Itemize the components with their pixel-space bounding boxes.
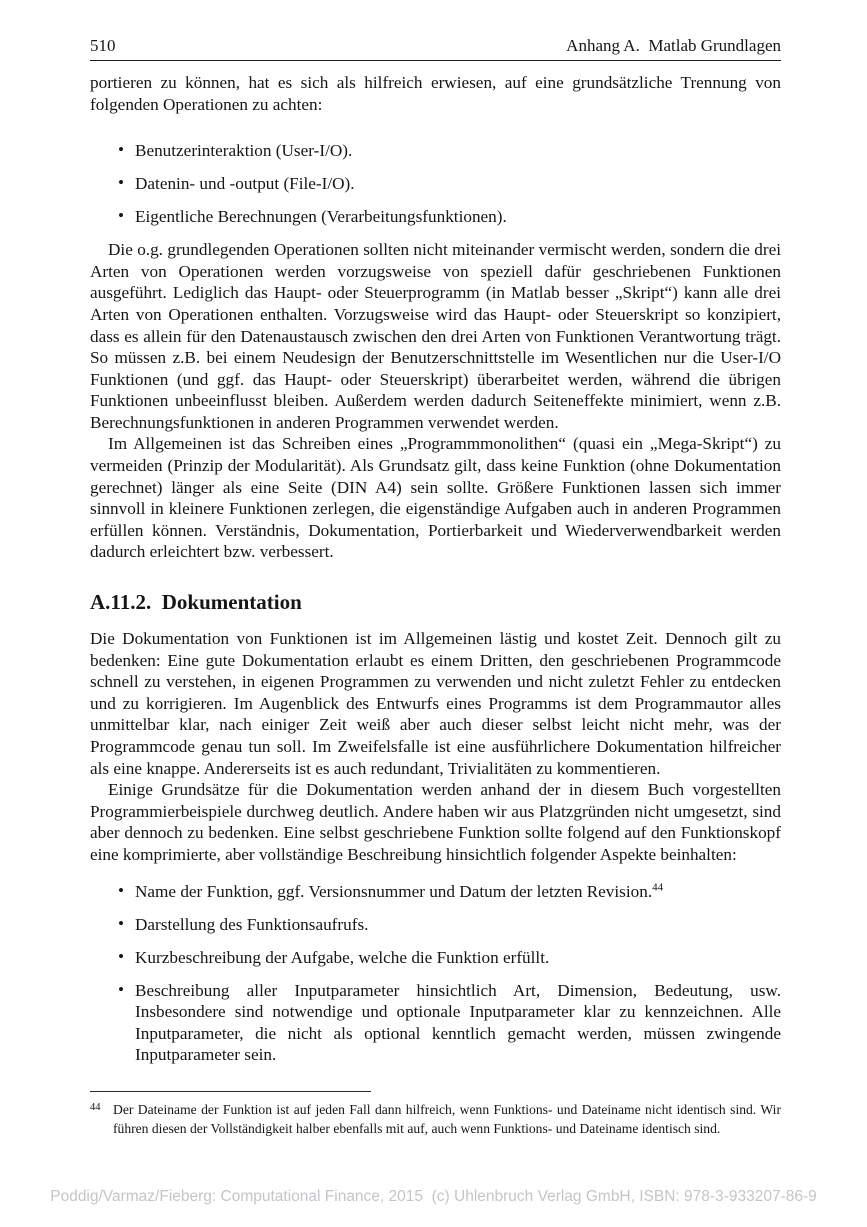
paragraph-documentation-value: Die Dokumentation von Funktionen ist im Allgemeinen lästig und kostet Zeit. Dennoch gilt zu bedenken: Eine gute Dokumentation erlaubt es einem Dritten, den geschriebenen Programmcode schnell zu verstehen, in eigenen Programmen zu verwenden und nicht zuletzt Fehler zu entdecken und zu korrigieren. Im Augenblick des Entwurfs eines Programms ist dem Programmautor alles unmittelbar klar, nach einiger Zeit weiß aber auch dieser selbst leicht nicht mehr, was der Programmcode genau tun soll. Im Zweifelsfalle ist eine ausführlichere Dokumentation hilfreicher als eine knappe. Andererseits ist es auch redundant, Trivialitäten zu kommentieren. bbox=[90, 629, 781, 778]
footnote-rule bbox=[90, 1091, 371, 1092]
list-item-text: Datenin- und -output (File-I/O). bbox=[135, 174, 355, 194]
list-item bbox=[90, 881, 781, 903]
header-rule bbox=[90, 60, 781, 61]
list-item bbox=[90, 914, 781, 936]
list-item-text: Beschreibung aller Inputparameter hinsichtlich Art, Dimension, Bedeutung, usw. Insbesondere sind notwendige und optionale Inputparameter klar zu kennzeichnen. Alle Inputparameter, die nicht als optional kenntlich gemacht werden, müssen zwingende Inputparameter sein. bbox=[135, 980, 781, 1065]
list-item bbox=[90, 173, 781, 195]
footnote-block bbox=[90, 1091, 781, 1138]
page-header bbox=[90, 36, 781, 56]
bullet-icon: • bbox=[118, 140, 125, 160]
footnote-ref: 44 bbox=[652, 880, 664, 893]
copyright-footer: Poddig/Varmaz/Fieberg: Computational Finance, 2015 (c) Uhlenbruch Verlag GmbH, ISBN: 978-3-933207-86-9 bbox=[50, 1188, 817, 1205]
list-item bbox=[90, 980, 781, 1066]
footnote-number: 44 bbox=[90, 1102, 101, 1113]
bullet-icon: • bbox=[118, 913, 125, 933]
page-number: 510 bbox=[90, 36, 116, 55]
section-heading: A.11.2. Dokumentation bbox=[90, 590, 302, 615]
bullet-icon: • bbox=[118, 946, 125, 966]
paragraph-intro: portieren zu können, hat es sich als hilfreich erwiesen, auf eine grundsätzliche Trennung von folgenden Operationen zu achten: bbox=[90, 73, 781, 114]
paragraph-modularity: Im Allgemeinen ist das Schreiben eines „Programmmonolithen“ (quasi ein „Mega-Skript“) zu vermeiden (Prinzip der Modularität). Als Grundsatz gilt, dass keine Funktion (ohne Dokumentation gerechnet) länger als eine Seite (DIN A4) sein sollte. Größere Funktionen lassen sich immer sinnvoll in kleinere Funktionen zerlegen, die eigenständige Aufgaben auch in anderen Programmen erfüllen können. Verständnis, Dokumentation, Portierbarkeit und Wiederverwendbarkeit werden dadurch erleichtert bzw. verbessert. bbox=[90, 434, 781, 562]
paragraph-separation: Die o.g. grundlegenden Operationen sollten nicht miteinander vermischt werden, sondern die drei Arten von Operationen werden vorzugsweise von speziell dafür geschriebenen Funktionen ausgeführt. Lediglich das Haupt- oder Steuerprogramm (in Matlab besser „Skript“) kann alle drei Arten von Operationen enthalten. Vorzugsweise wird das Haupt- oder Steuerskript so konzipiert, dass es allein für den Datenaustausch zwischen den drei Arten von Funktionen Verantwortung trägt. So müssen z.B. bei einem Neudesign der Benutzerschnittstelle im Wesentlichen nur die User-I/O Funktionen (und ggf. das Haupt- oder Steuerskript) überarbeitet werden, während die übrigen Funktionen unbeeinflusst bleiben. Außerdem werden dadurch Seiteneffekte minimiert, wenn z.B. Berechnungsfunktionen in anderen Programmen verwendet werden. bbox=[90, 240, 781, 432]
list-item-text: Benutzerinteraktion (User-I/O). bbox=[135, 141, 353, 161]
bullet-icon: • bbox=[118, 880, 125, 900]
page-body bbox=[90, 72, 781, 1077]
bullet-icon: • bbox=[118, 206, 125, 226]
footnote bbox=[90, 1101, 781, 1138]
bullet-icon: • bbox=[118, 979, 125, 999]
list-item bbox=[90, 206, 781, 228]
list-item bbox=[90, 140, 781, 162]
list-item-text: Kurzbeschreibung der Aufgabe, welche die Funktion erfüllt. bbox=[135, 947, 550, 967]
list-item-text: Name der Funktion, ggf. Versionsnummer und Datum der letzten Revision. bbox=[135, 881, 653, 901]
running-head: Anhang A. Matlab Grundlagen bbox=[566, 36, 781, 55]
documentation-list bbox=[90, 881, 781, 1066]
operations-list bbox=[90, 140, 781, 228]
bullet-icon: • bbox=[118, 173, 125, 193]
list-item-text: Darstellung des Funktionsaufrufs. bbox=[135, 914, 369, 934]
footnote-text: Der Dateiname der Funktion ist auf jeden Fall dann hilfreich, wenn Funktions- und Dateiname nicht identisch sind. Wir führen diesen der Vollständigkeit halber ebenfalls mit auf, auch wenn Funktions- und Dateiname identisch sind. bbox=[113, 1102, 781, 1136]
list-item bbox=[90, 947, 781, 969]
paragraph-documentation-principles: Einige Grundsätze für die Dokumentation werden anhand der in diesem Buch vorgestellten Programmierbeispiele durchweg deutlich. Andere haben wir aus Platzgründen nicht umgesetzt, sind aber dennoch zu bedenken. Eine selbst geschriebene Funktion sollte folgend auf den Funktionskopf eine komprimierte, aber vollständige Beschreibung hinsichtlich folgender Aspekte beinhalten: bbox=[90, 780, 781, 864]
list-item-text: Eigentliche Berechnungen (Verarbeitungsfunktionen). bbox=[135, 207, 507, 227]
